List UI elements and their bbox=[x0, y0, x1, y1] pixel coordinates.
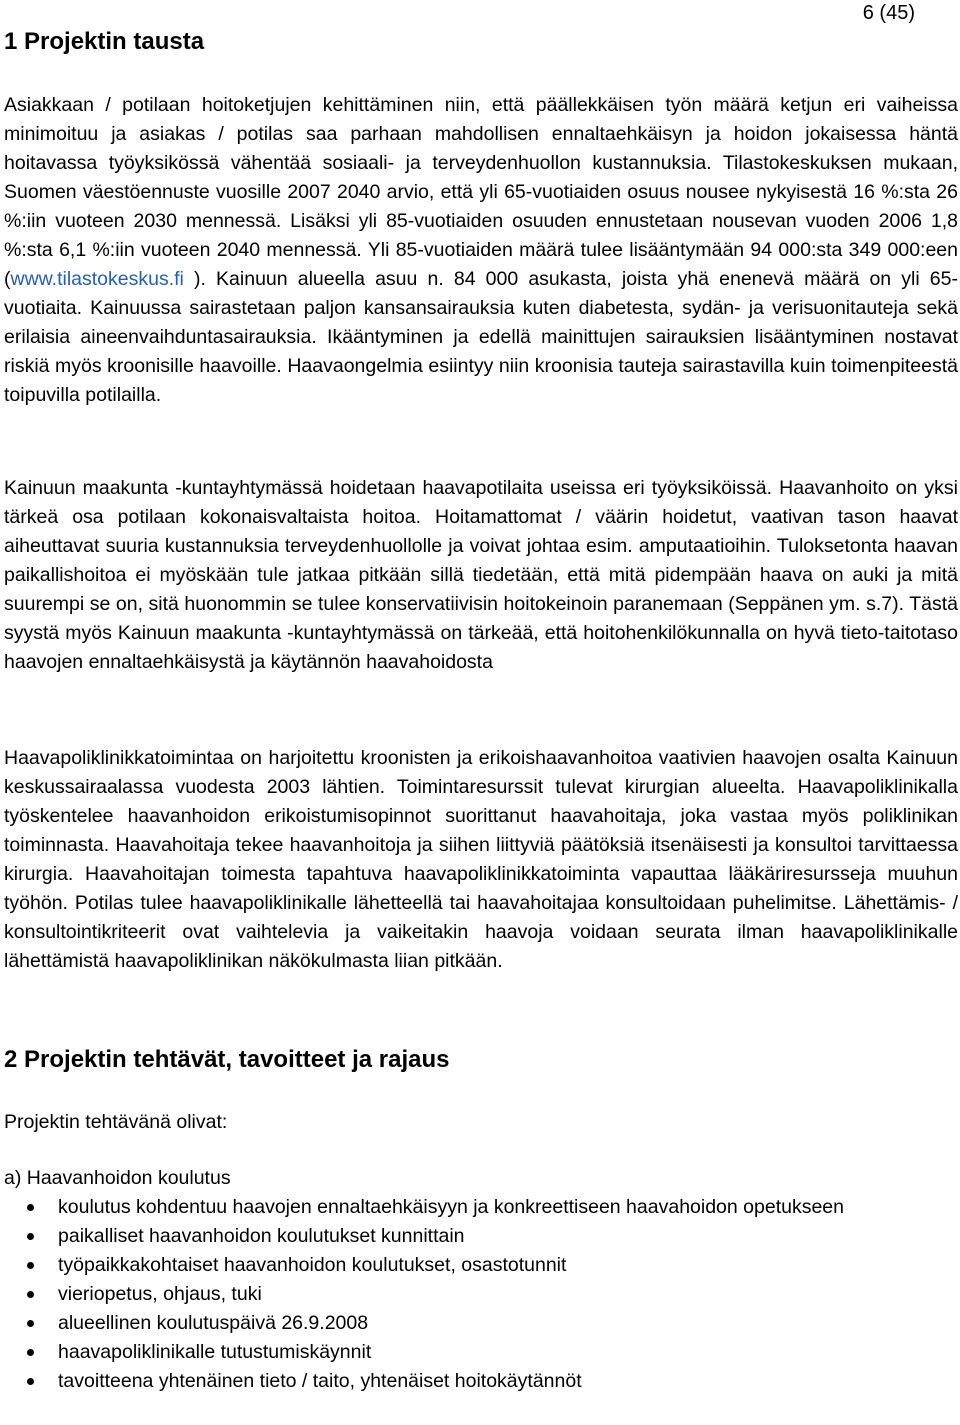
bullet-item bbox=[0, 1367, 958, 1396]
section-1-paragraph-1 bbox=[4, 91, 958, 410]
page-number: 6 (45) bbox=[862, 2, 915, 24]
bullet-dot-icon bbox=[27, 1291, 34, 1298]
bullet-text: koulutus kohdentuu haavojen ennaltaehkäisyyn ja konkreettiseen haavahoidon opetukseen bbox=[58, 1196, 844, 1218]
section-1-heading: 1 Projektin tausta bbox=[4, 28, 205, 55]
tilastokeskus-link[interactable]: www.tilastokeskus.fi bbox=[10, 268, 184, 290]
bullet-text: alueellinen koulutuspäivä 26.9.2008 bbox=[58, 1312, 369, 1334]
paragraph-text: ). Kainuun alueella asuu n. 84 000 asukasta, joista yhä enenevä määrä on yli 65-vuotiaita. Kainuussa sairastetaan paljon kansansairauksia kuten diabetesta, sydän- ja verisuonitauteja sekä erilaisia aineenvaihduntasairauksia. Ikääntyminen ja edellä mainittujen sairauksien lisääntyminen nostavat riskiä myös kroonisille haavoille. Haavaongelmia esiintyy niin kroonisia tauteja sairastavilla kuin toimenpiteestä toipuvilla potilailla. bbox=[4, 268, 958, 406]
bullet-text: tavoitteena yhtenäinen tieto / taito, yhtenäiset hoitokäytännöt bbox=[58, 1370, 582, 1392]
bullet-dot-icon bbox=[27, 1262, 34, 1269]
bullet-item bbox=[0, 1338, 958, 1367]
bullet-dot-icon bbox=[27, 1204, 34, 1211]
section-2-heading: 2 Projektin tehtävät, tavoitteet ja rajaus bbox=[4, 1046, 450, 1073]
bullet-item bbox=[0, 1251, 958, 1280]
bullet-dot-icon bbox=[27, 1378, 34, 1385]
bullet-dot-icon bbox=[27, 1320, 34, 1327]
subsection-a-title: a) Haavanhoidon koulutus bbox=[4, 1167, 231, 1189]
bullet-item bbox=[0, 1280, 958, 1309]
bullet-text: työpaikkakohtaiset haavanhoidon koulutukset, osastotunnit bbox=[58, 1254, 567, 1276]
bullet-item bbox=[0, 1309, 958, 1338]
section-1-paragraph-2: Kainuun maakunta -kuntayhtymässä hoidetaan haavapotilaita useissa eri työyksiköissä. Haavanhoito on yksi tärkeä osa potilaan kokonaisvaltaista hoitoa. Hoitamattomat / väärin hoidetut, vaativan tason haavat aiheuttavat suuria kustannuksia terveydenhuollolle ja voivat johtaa esim. amputaatioihin. Tuloksetonta haavan paikallishoitoa ei myöskään tule jatkaa pitkään sillä tiedetään, että mitä pidempään haava on auki ja mitä suurempi se on, sitä huonommin se tulee konservatiivisin hoitokeinoin paranemaan (Seppänen ym. s.7). Tästä syystä myös Kainuun maakunta -kuntayhtymässä on tärkeää, että hoitohenkilökunnalla on hyvä tieto-taitotaso haavojen ennaltaehkäisystä ja käytännön haavahoidosta bbox=[4, 477, 958, 673]
bullet-dot-icon bbox=[27, 1233, 34, 1240]
bullet-dot-icon bbox=[27, 1349, 34, 1356]
bullet-text: vieriopetus, ohjaus, tuki bbox=[58, 1283, 262, 1305]
section-1-paragraph-3: Haavapoliklinikkatoimintaa on harjoitettu kroonisten ja erikoishaavanhoitoa vaativien haavojen osalta Kainuun keskussairaalassa vuodesta 2003 lähtien. Toimintaresurssit tulevat kirurgian alueelta. Haavapoliklinikalla työskentelee haavanhoidon erikoistumisopinnot suorittanut haavahoitaja, joka vastaa myös poliklinikan toiminnasta. Haavahoitaja tekee haavanhoitoja ja siihen liittyviä päätöksiä itsenäisesti ja konsultoi tarvittaessa kirurgia. Haavahoitajan toimesta tapahtuva haavapoliklinikkatoiminta vapauttaa lääkäriresursseja muuhun työhön. Potilas tulee haavapoliklinikalle lähetteellä tai haavahoitajaa konsultoidaan puhelimitse. Lähettämis- / konsultointikriteerit ovat vaihtelevia ja vaikeitakin haavoja voidaan seurata ilman haavapoliklinikalle lähettämistä haavapoliklinikan näkökulmasta liian pitkään. bbox=[4, 747, 958, 972]
bullet-item bbox=[0, 1222, 958, 1251]
task-bullet-list bbox=[0, 1193, 958, 1396]
bullet-text: paikalliset haavanhoidon koulutukset kunnittain bbox=[58, 1225, 465, 1247]
bullet-text: haavapoliklinikalle tutustumiskäynnit bbox=[58, 1341, 372, 1363]
bullet-item bbox=[0, 1193, 958, 1222]
paragraph-text: Asiakkaan / potilaan hoitoketjujen kehittäminen niin, että päällekkäisen työn määrä ketjun eri vaiheissa minimoituu ja asiakas / potilas saa parhaan mahdollisen ennaltaehkäisyn ja hoidon jokaisessa häntä hoitavassa työyksikössä vähentää sosiaali- ja terveydenhuollon kustannuksia. Tilastokeskuksen mukaan, Suomen väestöennuste vuosille 2007 2040 arvio, että yli 65-vuotiaiden osuus nousee nykyisestä 16 %:sta 26 %:iin vuoteen 2030 mennessä. Lisäksi yli 85-vuotiaiden osuuden ennustetaan nousevan vuoden 2006 1,8 %:sta 6,1 %:iin vuoteen 2040 mennessä. Yli 85-vuotiaiden määrä tulee lisääntymään 94 000:sta 349 000:een ( bbox=[4, 94, 958, 290]
section-2-intro: Projektin tehtävänä olivat: bbox=[4, 1111, 228, 1133]
